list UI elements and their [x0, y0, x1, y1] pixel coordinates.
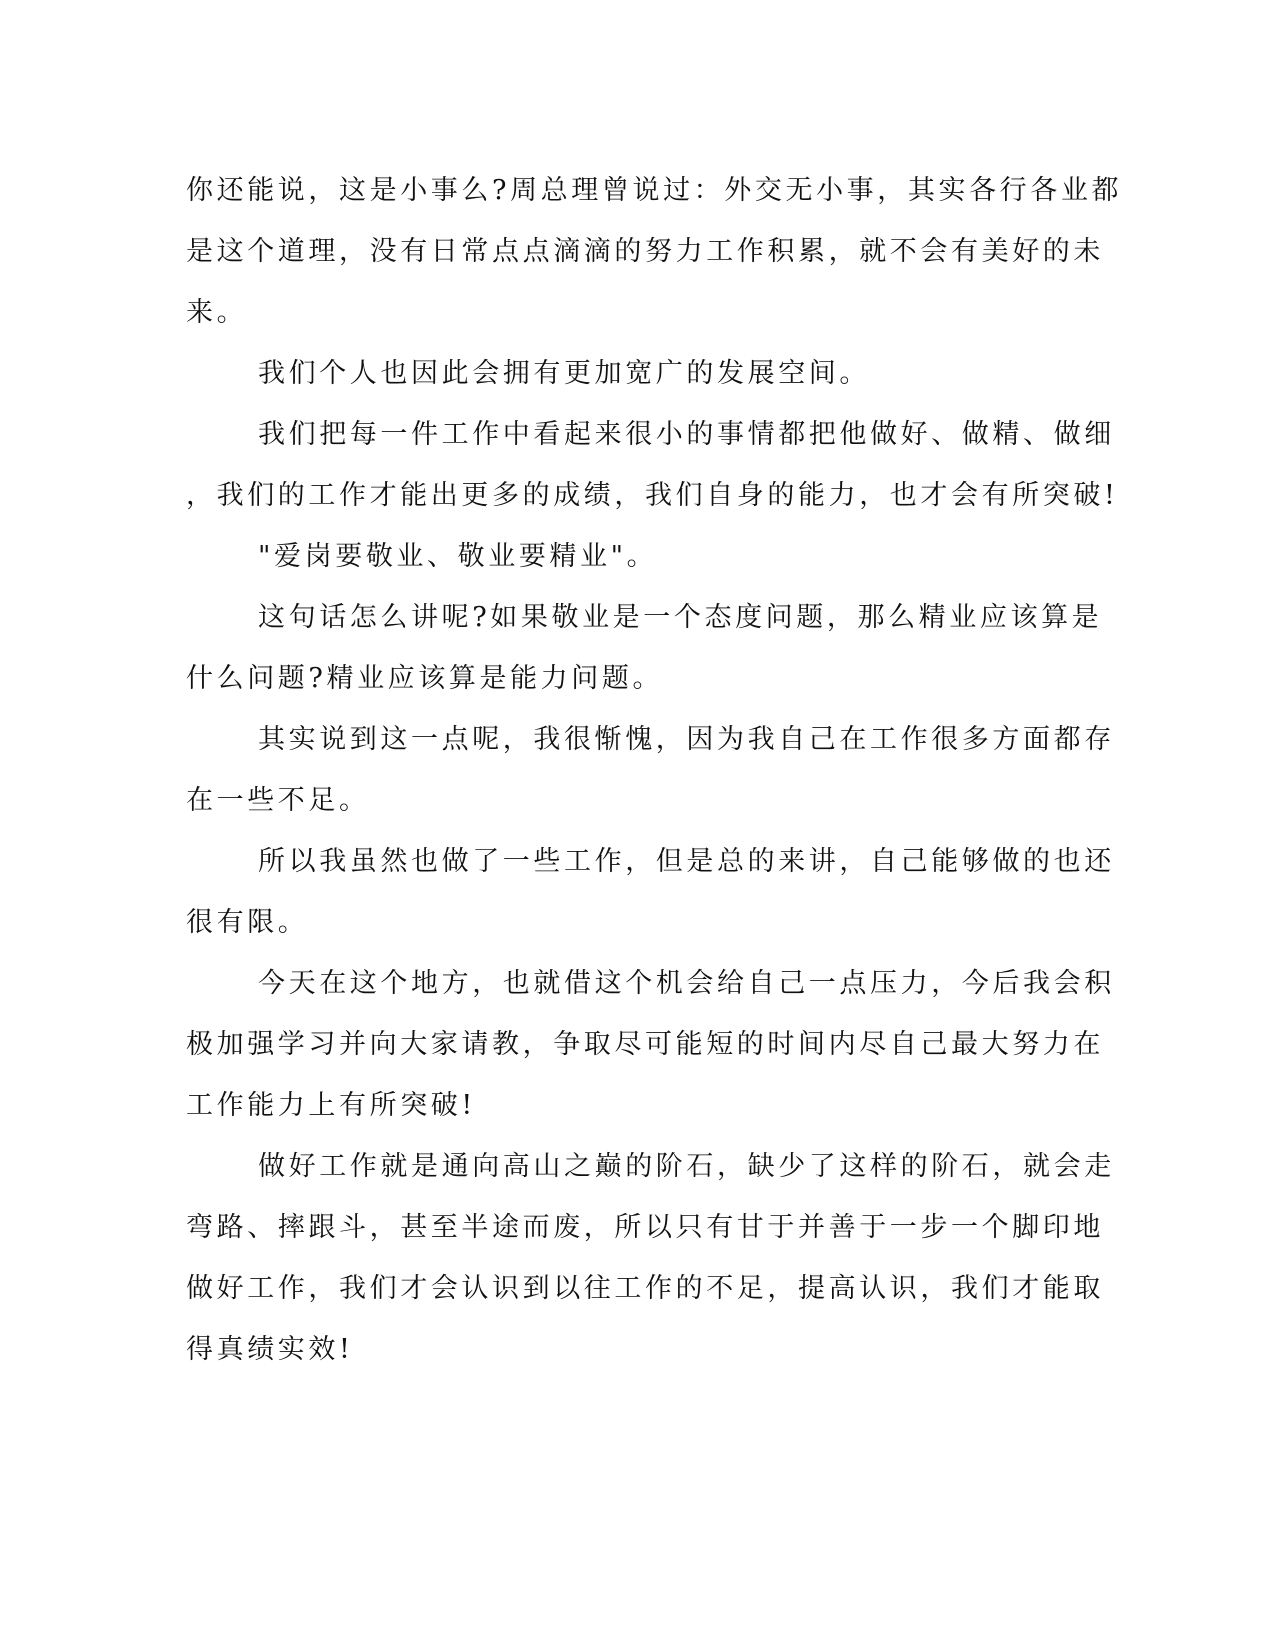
text-line: 在一些不足。: [186, 785, 370, 816]
text-line: 这句话怎么讲呢?如果敬业是一个态度问题，那么精业应该算是: [258, 602, 1103, 633]
paragraph-4: [186, 526, 1086, 587]
paragraph-5: [186, 587, 1103, 709]
text-line: 其实说到这一点呢，我很惭愧，因为我自己在工作很多方面都存: [258, 724, 1115, 755]
text-line: 很有限。: [186, 907, 309, 938]
paragraph-6: [186, 709, 1115, 831]
text-line: 做好工作就是通向高山之巅的阶石，缺少了这样的阶石，就会走: [258, 1151, 1115, 1182]
text-line: ，我们的工作才能出更多的成绩，我们自身的能力，也才会有所突破!: [186, 480, 1119, 511]
text-line: 所以我虽然也做了一些工作，但是总的来讲，自己能够做的也还: [258, 846, 1115, 877]
paragraph-2: [186, 343, 1086, 404]
text-line: 今天在这个地方，也就借这个机会给自己一点压力，今后我会积: [258, 968, 1115, 999]
text-line: 弯路、摔跟斗，甚至半途而废，所以只有甘于并善于一步一个脚印地: [186, 1212, 1104, 1243]
text-line: 什么问题?精业应该算是能力问题。: [186, 663, 664, 694]
text-line: 我们个人也因此会拥有更加宽广的发展空间。: [258, 358, 870, 389]
document-body: [186, 160, 1123, 1380]
paragraph-9: [186, 1136, 1115, 1380]
text-line: 得真绩实效!: [186, 1334, 354, 1365]
text-line: 工作能力上有所突破!: [186, 1090, 476, 1121]
text-line: 来。: [186, 297, 248, 328]
text-line: "爱岗要敬业、敬业要精业"。: [258, 541, 658, 572]
text-line: 我们把每一件工作中看起来很小的事情都把他做好、做精、做细: [258, 419, 1115, 450]
paragraph-7: [186, 831, 1115, 953]
paragraph-3: [186, 404, 1119, 526]
text-line: 做好工作，我们才会认识到以往工作的不足，提高认识，我们才能取: [186, 1273, 1104, 1304]
text-line: 极加强学习并向大家请教，争取尽可能短的时间内尽自己最大努力在: [186, 1029, 1104, 1060]
text-line: 是这个道理，没有日常点点滴滴的努力工作积累，就不会有美好的未: [186, 236, 1104, 267]
text-line: 你还能说，这是小事么?周总理曾说过：外交无小事，其实各行各业都: [186, 175, 1123, 206]
paragraph-1: [186, 160, 1123, 343]
paragraph-8: [186, 953, 1115, 1136]
